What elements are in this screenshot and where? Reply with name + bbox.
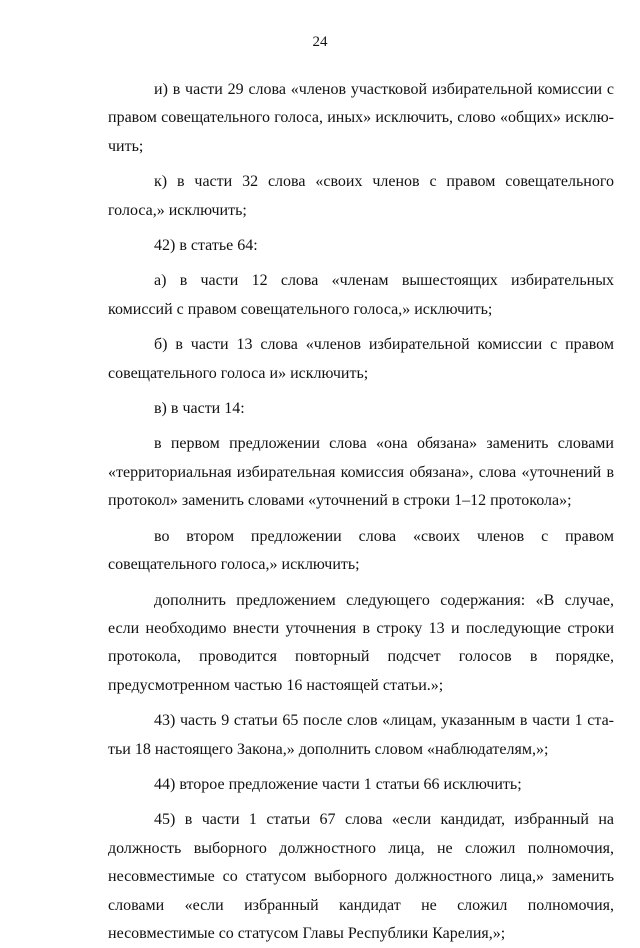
paragraph-first-sentence: в первом предложении слова «она обязана» заменить словами «территориальная избирательная комиссия обязана», слова «уточнений в протокол» заменить словами «уточнений в строки 1–12 протокола»; bbox=[108, 435, 614, 510]
paragraph-clause-b: б) в части 13 слова «членов избирательной комиссии с правом совещательного голоса и» исключить; bbox=[108, 336, 614, 382]
paragraph-item-45: 45) в части 1 статьи 67 слова «если кандидат, избранный на должность выборного должностного лица, не сложил полномочия, несовместимые со статусом выборного должностного лица,» заменить словами «если избранный кандидат не сложил полномочия, несовместимые со статусом Главы Республики Карелия,»; bbox=[108, 811, 614, 942]
page-number: 24 bbox=[312, 34, 328, 50]
paragraph-clause-k: к) в части 32 слова «своих членов с правом совещательного голоса,» исключить; bbox=[108, 173, 614, 219]
paragraph-second-sentence: во втором предложении слова «своих членов с правом совещательного голоса,» исключить; bbox=[108, 527, 614, 574]
document-body bbox=[108, 76, 614, 948]
paragraph-clause-v: в) в части 14: bbox=[154, 400, 245, 418]
paragraph-item-43: 43) часть 9 статьи 65 после слов «лицам, указанным в части 1 статьи 18 настоящего Закона,» дополнить словом «наблюдателям,»; bbox=[108, 712, 614, 758]
paragraph-item-42: 42) в статье 64: bbox=[154, 237, 258, 255]
paragraph-clause-a: а) в части 12 слова «членам вышестоящих избирательных комиссий с правом совещательного голоса,» исключить; bbox=[108, 272, 614, 318]
paragraph-supplement: дополнить предложением следующего содержания: «В случае, если необходимо внести уточнения в строку 13 и последующие строки протокола, проводится повторный подсчет голосов в порядке, предусмотренном частью 16 настоящей статьи.»; bbox=[108, 591, 614, 694]
paragraph-item-44: 44) второе предложение части 1 статьи 66 исключить; bbox=[154, 775, 522, 793]
paragraph-clause-i: и) в части 29 слова «членов участковой избирательной комиссии с правом совещательного голоса, иных» исключить, слово «общих» исключить; bbox=[108, 81, 614, 155]
